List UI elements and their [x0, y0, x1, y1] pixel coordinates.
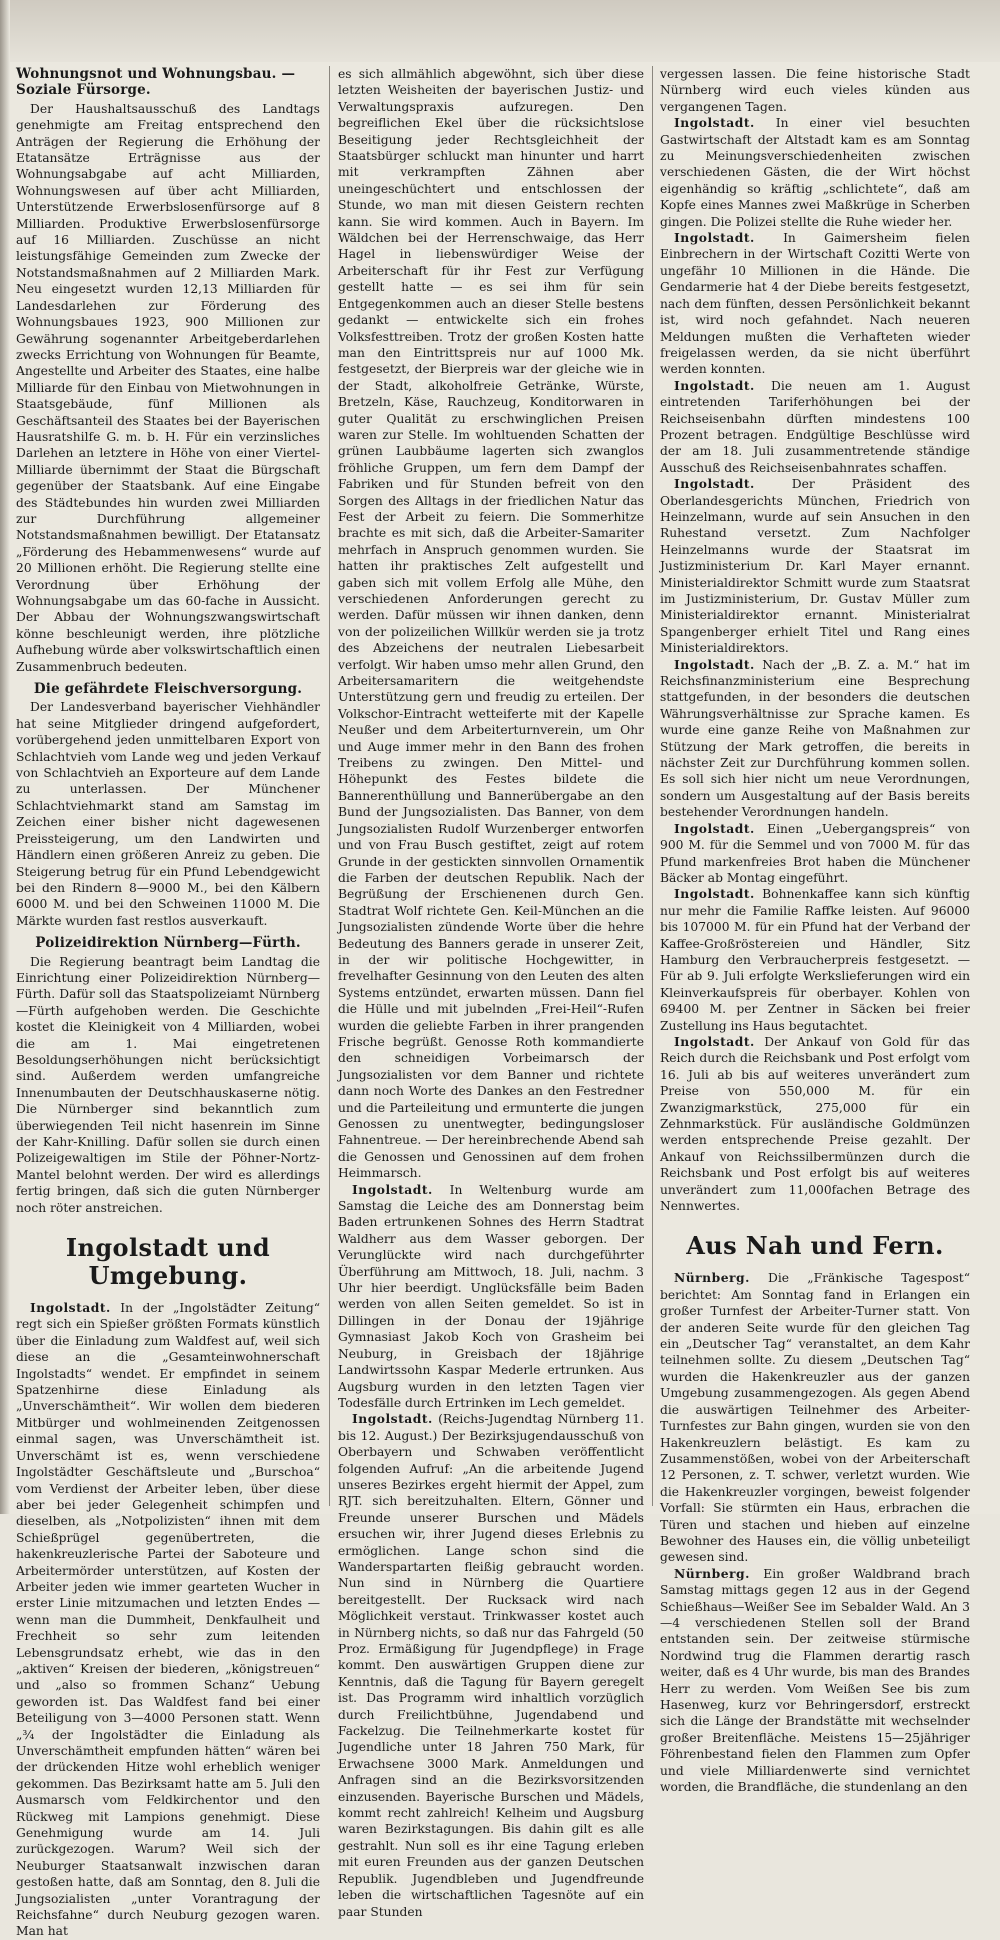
article-body	[660, 230, 970, 378]
article-text: In Gaimersheim fielen Einbrechern in der Wirtschaft Cozitti Werte von ungefähr 10 Millionen in die Hände. Die Gendarmerie hat 4 der Diebe bereits festgesetzt, nach dem fünften, dessen Persönlichkeit bekannt ist, wird noch gefahndet. Nach neueren Meldungen mußten die Verhafteten wieder freigelassen werden, da sie nicht überführt werden konnten.	[660, 231, 970, 377]
dateline: Ingolstadt.	[674, 115, 755, 131]
page-header-strip	[0, 0, 1000, 62]
article-body: Der Haushaltsausschuß des Landtags genehmigte am Freitag entsprechend den Anträgen der Regierung die Erhöhung der Etatansätze Erträgnisse aus der Wohnungsabgabe auf acht Milliarden, Wohnungswesen auf über acht Milliarden, Unterstützende Erwerbslosenfürsorge auf 8 Milliarden. Produktive Erwerbslosenfürsorge auf 16 Milliarden. Zuschüsse an nicht leistungsfähige Gemeinden zum Zwecke der Notstandsmaßnahmen auf 2 Milliarden Mark. Neu eingesetzt wurden 12,13 Milliarden für Landesdarlehen zur Förderung des Wohnungsbaues 1923, 900 Millionen zur Gewährung sogenannter Arbeitgeberdarlehen zwecks Errichtung von Wohnungen für Beamte, Angestellte und Arbeiter des Staates, eine halbe Milliarde für den Einbau von Mietwohnungen in Staatsgebäude, fünf Millionen als Geschäftsanteil des Staates bei der Bayerischen Hausratshilfe G. m. b. H. Für ein verzinsliches Darlehen an letztere in Höhe von einer Viertel-Milliarde übernimmt der Staat die Bürgschaft gegenüber der Staatsbank. Auf eine Eingabe des Städtebundes hin wurden zwei Milliarden zur Durchführung allgemeiner Notstandsmaßnahmen bewilligt. Der Etatansatz „Förderung des Hebammenwesens“ wurde auf 20 Millionen erhöht. Die Regierung stellte eine Verordnung über Erhöhung der Wohnungsabgabe um das 60-fache in Aussicht. Der Abbau der Wohnungszwangswirtschaft könne beschleunigt werden, ihre plötzliche Aufhebung würde aber volkswirtschaftlich einen Zusammenbruch bedeuten.	[16, 101, 320, 674]
article-text: Ein großer Waldbrand brach Samstag mittags gegen 12 aus in der Gegend Schießhaus—Weißer See im Sebalder Wald. An 3—4 verschiedenen Stellen soll der Brand entstanden sein. Der zeitweise stürmische Nordwind trug die Flammen derartig rasch weiter, daß es 4 Uhr wurde, bis man des Brandes Herr zu werden. Vom Weißen See bis zum Hasenweg, kurz vor Behringersdorf, erstreckt sich die Länge der Brandstätte mit wechselnder großer Breitenfläche. Meistens 15—25jähriger Föhrenbestand fielen den Flammen zum Opfer und viele Milliardenwerte sind vernichtet worden, die Brandfläche, die stundenlang an den	[660, 1566, 970, 1795]
column-2	[338, 66, 644, 1919]
column-1	[16, 66, 320, 1939]
section-heading: Ingolstadt und Umgebung.	[65, 1233, 271, 1291]
article-heading: Polizeidirektion Nürnberg—Fürth.	[35, 935, 301, 952]
article-body	[660, 886, 970, 1034]
article-body	[660, 476, 970, 656]
article-text: Einen „Uebergangspreis“ von 900 M. für die Semmel und von 7000 M. für das Pfund markenfreies Brot haben die Münchener Bäcker ab Montag eingeführt.	[660, 821, 970, 885]
article-body: Die Regierung beantragt beim Landtag die Einrichtung einer Polizeidirektion Nürnberg—Fürth. Dafür soll das Staatspolizeiamt Nürnberg—Fürth aufgehoben werden. Die Geschichte kostet die Kleinigkeit von 4 Milliarden, wobei die am 1. Mai eingetretenen Besoldungserhöhungen nicht berücksichtigt sind. Außerdem werden umfangreiche Innenumbauten der Deutschhauskaserne nötig. Die Nürnberger sind bekanntlich zum überwiegenden Teil nicht hasenrein im Sinne der Kahr-Knilling. Dafür sollen sie durch einen Polizeigewaltigen im Stile der Pöhner-Nortz-Mantel belohnt werden. Der wird es allerdings fertig bringen, daß sich die guten Nürnberger noch röter anstreichen.	[16, 954, 320, 1215]
article-body: vergessen lassen. Die feine historische Stadt Nürnberg wird euch vieles künden aus vergangenen Tagen.	[660, 67, 970, 114]
article-text: Die neuen am 1. August eintretenden Tariferhöhungen bei der Reichseisenbahn dürften mindestens 100 Prozent betragen. Endgültige Beschlüsse wird der am 18. Juli zusammentretende ständige Ausschuß des Reichseisenbahnrates schaffen.	[660, 378, 970, 475]
dateline: Ingolstadt.	[352, 1181, 433, 1197]
article-text: Die „Fränkische Tagespost“ berichtet: Am Sonntag fand in Erlangen ein großer Turnfest der Arbeiter-Turner statt. Von der anderen Seite wurde für den gleichen Tag ein „Deutscher Tag“ veranstaltet, an dem Kahr teilnehmen sollte. Zu diesem „Deutschen Tag“ wurden die Hakenkreuzler aus der ganzen Umgebung zusammengezogen. Als gegen Abend die auswärtigen Teilnehmer des Arbeiter-Turnfestes zur Bahn gingen, wurden sie von den Hakenkreuzlern belästigt. Es kam zu Zusammenstößen, wobei von der Arbeiterschaft 12 Personen, z. T. schwer, verletzt wurden. Wie die Hakenkreuzler vorgingen, beweist folgender Vorfall: Sie stürmten ein Haus, erbrachen die Türen und stachen und hieben auf einzelne Bewohner des Hauses ein, die völlig unbeteiligt gewesen sind.	[660, 1271, 970, 1565]
section-heading: Aus Nah und Fern.	[686, 1231, 944, 1261]
column-divider	[652, 66, 653, 1506]
dateline: Ingolstadt.	[674, 886, 755, 902]
page-fold-shadow	[0, 0, 10, 1514]
column-divider	[329, 66, 330, 1506]
article-text: Nach der „B. Z. a. M.“ hat im Reichsfinanzministerium eine Besprechung stattgefunden, in der besonders die deutschen Währungsverhältnisse zur Sprache kamen. Es wurde eine ganze Reihe von Maßnahmen zur Stützung der Mark getroffen, die bereits in nächster Zeit zur Durchführung kommen sollen. Es soll sich hier nicht um neue Verordnungen, sondern um Ausgestaltung auf der Basis bereits bestehender Verordnungen handeln.	[660, 657, 970, 820]
article-heading: Die gefährdete Fleischversorgung.	[33, 681, 303, 698]
article-body	[338, 1182, 644, 1412]
dateline: Ingolstadt.	[674, 230, 755, 246]
article-body	[660, 115, 970, 230]
article-body: Der Landesverband bayerischer Viehhändler hat seine Mitglieder dringend aufgefordert, vorübergehend jeden unmittelbaren Export von Schlachtvieh vom Lande weg und jeden Verkauf von Schlachtvieh an Exporteure auf dem Lande zu unterlassen. Der Münchener Schlachtviehmarkt stand am Samstag im Zeichen einer bisher nicht dagewesenen Preissteigerung, um den Landwirten und Händlern einen größeren Anreiz zu geben. Die Steigerung betrug für ein Pfund Lebendgewicht bei den Rindern 8—9000 M., bei den Kälbern 6000 M. und bei den Schweinen 11000 M. Die Märkte wurden fast restlos ausverkauft.	[16, 700, 320, 928]
dateline: Nürnberg.	[674, 1270, 750, 1286]
article-body	[660, 378, 970, 476]
dateline: Ingolstadt.	[674, 476, 755, 492]
dateline: Ingolstadt.	[30, 1300, 111, 1316]
article-text: In der „Ingolstädter Zeitung“ regt sich ein Spießer größten Formats künstlich über die Einladung zum Waldfest auf, weil sich diese an die „Gesamteinwohnerschaft Ingolstadts“ wendet. Er empfindet in seinem Spatzenhirne diese Einladung als „Unverschämtheit“. Wir wollen dem biederen Mitbürger und wohlmeinenden Zeitgenossen einmal sagen, was Unverschämtheit ist. Unverschämt ist es, wenn verschiedene Ingolstädter Geschäftsleute und „Burschoa“ vom Verdienst der Arbeiter leben, über diese aber bei jeder Gelegenheit schimpfen und dieselben, als „Notpolizisten“ ihnen mit dem Schießprügel gegenübertreten, die hakenkreuzlerische Partei der Saboteure und Arbeitermörder unterstützen, auf Kosten der Arbeiter jeden wie immer gearteten Wucher in erster Linie mitzumachen und letzten Endes — wenn man die Dummheit, Denkfaulheit und Frechheit so sehr zum leitenden Lebensgrundsatz erhebt, wie das in den „aktiven“ Kreisen der biederen, „königstreuen“ und „also so frommen Schanz“ Uebung geworden ist. Das Waldfest fand bei einer Beteiligung von 3—4000 Personen statt. Wenn „¾ der Ingolstädter die Einladung als Unverschämtheit empfunden hätten“ wären bei der drückenden Hitze wohl erheblich weniger gekommen. Das Bezirksamt hatte am 5. Juli den Ausmarsch vom Feldkirchentor und den Rückweg mit Lampions genehmigt. Diese Genehmigung wurde am 14. Juli zurückgezogen. Warum? Weil sich der Neuburger Staatsanwalt inzwischen daran gestoßen hatte, daß am Sonntag, den 8. Juli die Jungsozialisten „unter Vorantragung der Reichsfahne“ durch Neuburg gezogen waren. Man hat	[16, 1301, 320, 1939]
article-body	[338, 1411, 644, 1920]
article-text: (Reichs-Jugendtag Nürnberg 11. bis 12. August.) Der Bezirksjugendausschuß von Oberbayern und Schwaben veröffentlicht folgenden Aufruf: „An die arbeitende Jugend unseres Bezirkes ergeht hiermit der Appel, zum RJT. sich bereitzuhalten. Eltern, Gönner und Freunde unserer Burschen und Mädels ersuchen wir, ihrer Jugend dieses Erlebnis zu ermöglichen. Lange schon sind die Wanderspartarten fleißig gebraucht worden. Nun sind in Nürnberg die Quartiere bereitgestellt. Der Rucksack wird nach Möglichkeit verstaut. Trinkwasser kostet auch in Nürnberg nichts, so daß nur das Fahrgeld (50 Proz. Ermäßigung für Jugendpflege) in Frage kommt. Den auswärtigen Gruppen diene zur Kenntnis, daß die Tagung für Bayern geregelt ist. Das Programm wird inhaltlich vorzüglich durch Freilichtbühne, Jugendabend und Fackelzug. Die Teilnehmerkarte kostet für Jugendliche unter 18 Jahren 750 Mark, für Erwachsene 3000 Mark. Anmeldungen und Anfragen sind an die Bezirksvorsitzenden einzusenden. Bayerische Burschen und Mädels, kommt recht zahlreich! Kelheim und Augsburg waren Bezirkstagungen. Bis dahin gilt es alle gestrahlt. Nun soll es ihr eine Tagung erleben mit euren Freunden aus der ganzen Deutschen Republik. Jugendbleben und Jugendfreunde leben die wirtschaftlichen Tagesnöte auf ein paar Stunden	[338, 1412, 644, 1919]
article-body	[660, 1034, 970, 1214]
dateline: Nürnberg.	[674, 1565, 750, 1581]
dateline: Ingolstadt.	[674, 656, 755, 672]
article-body	[660, 657, 970, 821]
dateline: Ingolstadt.	[674, 820, 755, 836]
dateline: Ingolstadt.	[674, 377, 755, 393]
article-text: In Weltenburg wurde am Samstag die Leiche des am Donnerstag beim Baden ertrunkenen Sohnes des Herrn Stadtrat Waldherr aus dem Wasser geborgen. Der Verunglückte wird nach durchgeführter Überführung am Mittwoch, 18. Juli, nachm. 3 Uhr hier beerdigt. Unglücksfälle beim Baden werden von allen Seiten gemeldet. So ist in Dillingen in der Donau der 19jährige Gymnasiast Jakob Koch von Grasheim bei Neuburg, in Greisbach der 18jährige Landwirtssohn Kaspar Mederle ertrunken. Aus Augsburg wurden in den letzten Tagen vier Todesfälle durch Ertrinken im Lech gemeldet.	[338, 1182, 644, 1410]
article-text: In einer viel besuchten Gastwirtschaft der Altstadt kam es am Sonntag zu Meinungsverschiedenheiten zwischen verschiedenen Gästen, die der Wirt höchst eigenhändig so kräftig „schlichtete“, daß am Kopfe eines Mannes zwei Maßkrüge in Scherben gingen. Die Polizei stellte die Ruhe wieder her.	[660, 116, 970, 229]
article-text: Der Präsident des Oberlandesgerichts München, Friedrich von Heinzelmann, wurde auf sein Ansuchen in den Ruhestand versetzt. Zum Nachfolger Heinzelmanns wurde der Staatsrat im Justizministerium Dr. Karl Mayer ernannt. Ministerialdirektor Schmitt wurde zum Staatsrat im Justizministerium, Dr. Gustav Müller zum Ministerialdirektor ernannt. Ministerialrat Spangenberger erhielt Titel und Rang eines Ministerialdirektors.	[660, 477, 970, 656]
dateline: Ingolstadt.	[352, 1411, 433, 1427]
article-text: Bohnenkaffee kann sich künftig nur mehr die Familie Raffke leisten. Auf 96000 bis 107000 M. für ein Pfund hat der Verband der Kaffee-Großröstereien und Händler, Sitz Hamburg den Verbraucherpreis festgesetzt. — Für ab 9. Juli erfolgte Werkslieferungen wird ein Kleinverkaufspreis für oberbayer. Kohlen von 69400 M. per Zentner in Säcken bei freier Zustellung ins Haus begutachtet.	[660, 887, 970, 1033]
column-3	[660, 66, 970, 1795]
article-body	[660, 1566, 970, 1796]
article-body	[660, 821, 970, 887]
article-body	[660, 1270, 970, 1565]
dateline: Ingolstadt.	[674, 1033, 755, 1049]
article-body: es sich allmählich abgewöhnt, sich über diese letzten Weisheiten der bayerischen Justiz- und Verwaltungspraxis aufzuregen. Den begreiflichen Ekel über die rücksichtslose Beseitigung jeder Rechtsgleichheit der Staatsbürger schluckt man hinunter und harrt mit verkrampften Zähnen aber uneingeschüchtert und entschlossen der Stunde, wo man mit diesen Geistern rechten kann. Sie wird kommen. Auch in Bayern. Im Wäldchen bei der Herrenschwaige, das Herr Hagel in liebenswürdiger Weise der Arbeiterschaft für ihr Fest zur Verfügung gestellt hatte — es sei ihm für sein Entgegenkommen auch an dieser Stelle bestens gedankt — entwickelte sich ein frohes Volksfesttreiben. Trotz der großen Kosten hatte man den Eintrittspreis nur auf 1000 Mk. festgesetzt, der Bierpreis war der gleiche wie in der Stadt, alkoholfreie Getränke, Würste, Bretzeln, Käse, Rauchzeug, Konditorwaren in guter Qualität zu erschwinglichen Preisen waren zur Stelle. Im wohltuenden Schatten der grünen Laubbäume lagerten sich zwanglos fröhliche Gruppen, um fern dem Dampf der Fabriken und für Stunden befreit von den Sorgen des Alltags in der friedlichen Natur das Fest der Arbeit zu feiern. Die Sommerhitze brachte es mit sich, daß die Arbeiter-Samariter mehrfach in Anspruch genommen wurden. Sie hatten ihr praktisches Zelt aufgestellt und gaben sich mit vollem Erfolg alle Mühe, den verschiedenen Anforderungen gerecht zu werden. Dafür müssen wir ihnen danken, denn von der polizeilichen Willkür werden sie ja trotz des Abzeichens der neutralen Liebesarbeit verfolgt. Wir haben umso mehr allen Grund, den Arbeitersamaritern die weitgehendste Unterstützung gern und freudig zu erteilen. Der Volkschor-Eintracht wetteiferte mit der Kapelle Neußer und dem Arbeiterturnverein, um Ohr und Auge immer mehr in den Bann des frohen Treibens zu zwingen. Den Mittel- und Höhepunkt des Festes bildete die Bannerenthüllung und Bannerübergabe an den Bund der Jungsozialisten. Das Banner, von dem Jungsozialisten Rudolf Wurzenberger entworfen und von Frau Busch gestiftet, zeigt auf rotem Grunde in der gestickten sinnvollen Ornamentik die Farben der deutschen Republik. Nach der Begrüßung der Erschienenen durch Gen. Stadtrat Wolf richtete Gen. Keil-München an die Jungsozialisten zündende Worte über die hehre Bedeutung des Banners gerade in unserer Zeit, in der wir politische Hochgewitter, in frevelhafter Gesinnung von den Leuten des alten Systems entzündet, erwarten müssen. Dann fiel die Hülle und mit jubelnden „Frei-Heil“-Rufen wurden die geliebte Farben in ihrer prangenden Frische begrüßt. Genosse Roth kommandierte den schneidigen Vorbeimarsch der Jungsozialisten vor dem Banner und richtete dann noch Worte des Dankes an den Festredner und die Parteileitung und ermunterte die jungen Genossen zu unentwegter, bedingungsloser Fahnentreue. — Der hereinbrechende Abend sah die Genossen und Genossinen auf dem frohen Heimmarsch.	[338, 67, 644, 1181]
article-heading: Wohnungsnot und Wohnungsbau. — Soziale Fürsorge.	[16, 66, 296, 99]
article-body	[16, 1300, 320, 1940]
article-text: Der Ankauf von Gold für das Reich durch die Reichsbank und Post erfolgt vom 16. Juli ab bis auf weiteres unverändert zum Preise von 550,000 M. für ein Zwanzigmarkstück, 275,000 für ein Zehnmarkstück. Für ausländische Goldmünzen werden entsprechende Preise gezahlt. Der Ankauf von Reichssilbermünzen durch die Reichsbank und Post erfolgt bis auf weiteres unverändert zum 11,000fachen Betrage des Nennwertes.	[660, 1034, 970, 1214]
